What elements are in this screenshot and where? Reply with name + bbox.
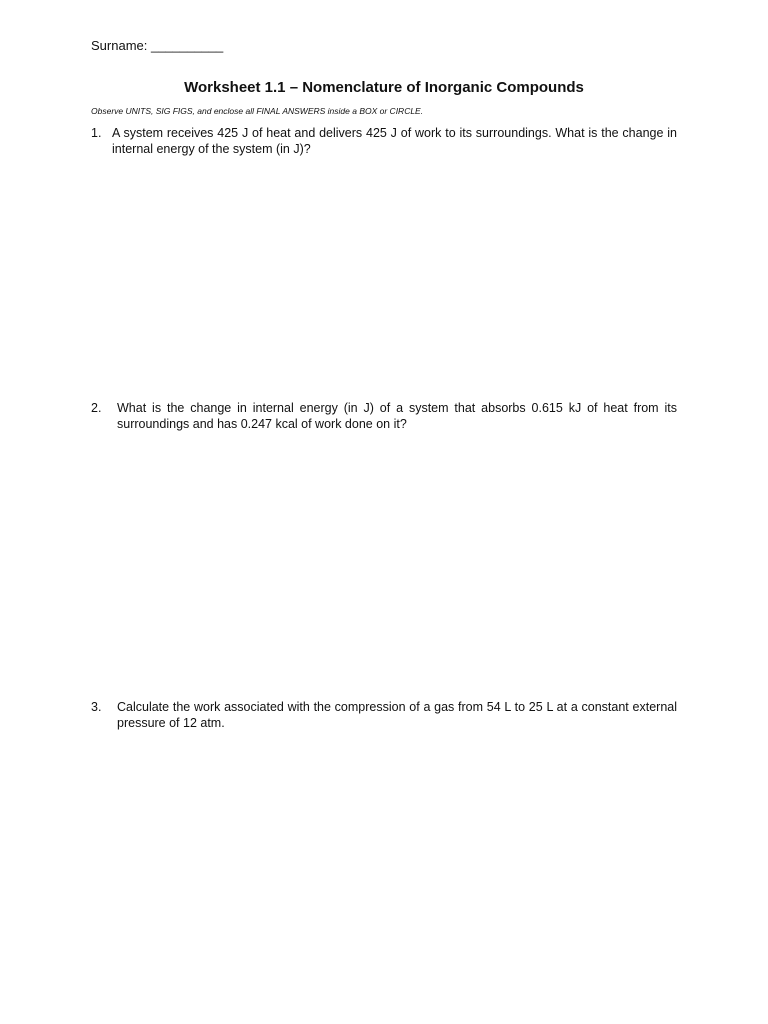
question-number: 3. xyxy=(91,700,102,714)
surname-field-label: Surname: __________ xyxy=(91,38,224,53)
worksheet-title: Worksheet 1.1 – Nomenclature of Inorganic Compounds xyxy=(184,79,584,96)
question-number: 1. xyxy=(91,126,102,140)
question-text: Calculate the work associated with the compression of a gas from 54 L to 25 L at a constant external pressure of 12 atm. xyxy=(117,700,677,730)
instructions-text: Observe UNITS, SIG FIGS, and enclose all FINAL ANSWERS inside a BOX or CIRCLE. xyxy=(91,106,424,116)
question-number: 2. xyxy=(91,401,102,415)
question-3 xyxy=(91,699,677,731)
question-text: What is the change in internal energy (in J) of a system that absorbs 0.615 kJ of heat from its surroundings and has 0.247 kcal of work done on it? xyxy=(117,401,677,431)
question-2 xyxy=(91,400,677,432)
question-text: A system receives 425 J of heat and delivers 425 J of work to its surroundings. What is the change in internal energy of the system (in J)? xyxy=(112,126,677,156)
question-1 xyxy=(91,125,677,157)
